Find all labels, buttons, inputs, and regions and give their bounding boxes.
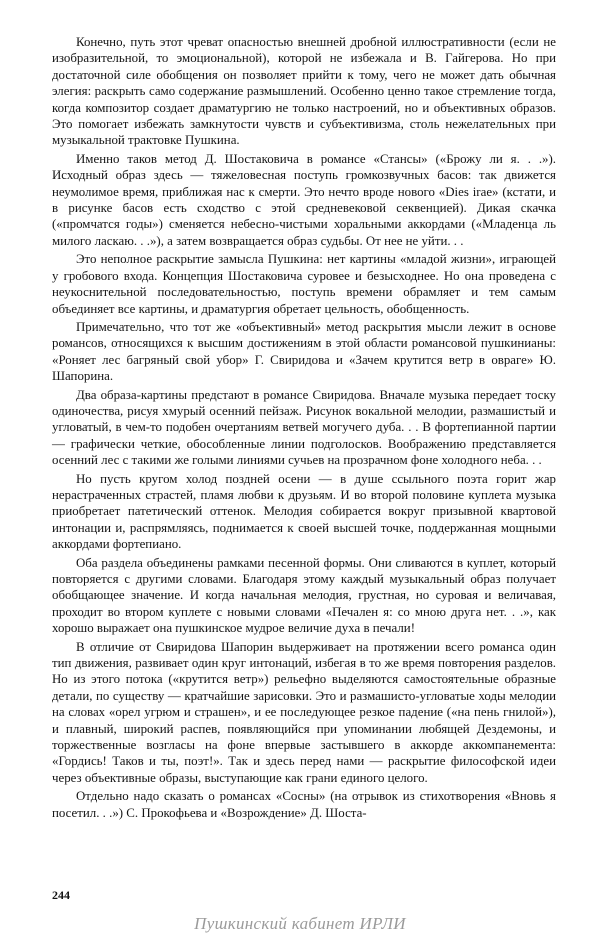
watermark: Пушкинский кабинет ИРЛИ xyxy=(194,914,406,933)
page-number: 244 xyxy=(52,888,70,902)
paragraph: В отличие от Свиридова Шапорин выдерживает на протяжении всего романса один тип движения, развивает один круг интонаций, избегая в то же время повторения разделов. Но из этого потока («крутится ветр») рельефно выделяются самостоятельные образные детали, по существу — кратчайшие зарисовки. Это и размашисто-угловатые ходы мелодии на словах «орел угрюм и страшен», и ее последующее резкое падение («на пень гнилой»), и плавный, широкий распев, появляющийся при упоминании любящей Дездемоны, и торжественные возгласы на фоне впервые застывшего в аккорде аккомпанемента: «Гордись! Таков и ты, поэт!». Так и здесь перед нами — раскрытие философской идеи через объективные образы, выступающие как грани единого целого. xyxy=(52,639,556,785)
paragraph: Два образа-картины предстают в романсе Свиридова. Вначале музыка передает тоску одиночества, рисуя хмурый осенний пейзаж. Рисунок вокальной мелодии, размашистый и угловатый, в чем-то подобен очертаниям ветвей могучего дуба. . . В фортепианной партии — графически четкие, обособленные линии подголосков. Воображению представляется осенний лес с такими же голыми линиями сучьев на прозрачном фоне холодного неба. . . xyxy=(52,387,556,468)
paragraph: Отдельно надо сказать о романсах «Сосны» (на отрывок из стихотворения «Вновь я посетил. . .») С. Прокофьева и «Возрождение» Д. Шоста- xyxy=(52,789,556,820)
paragraph: Конечно, путь этот чреват опасностью внешней дробной иллюстративности (если не изобразительной, то эмоциональной), которой не избежала и В. Гайгерова. Но при достаточной силе обобщения он позволяет прийти к тому, чего не может дать обычная элегия: раскрыть само содержание размышлений. Особенно ценно такое стремление тогда, когда композитор создает драматургию не только настроений, но и объективных образов. Это помогает избежать замкнутости чувств и субъективизма, столь нежелательных при музыкальной трактовке Пушкина. xyxy=(52,35,556,148)
paragraph: Именно таков метод Д. Шостаковича в романсе «Стансы» («Брожу ли я. . .»). Исходный образ здесь — тяжеловесная поступь громкозвучных басов: так движется неумолимое время, приближая нас к смерти. Это нечто вроде нового «Dies irae» (кстати, и в рисунке басов есть сходство с этой средневековой секвенцией). Дикая скачка («промчатся годы») сменяется небесно-чистыми хоральными аккордами («Младенца ль милого ласкаю. . .»), а затем возвращается образ судьбы. От нее не уйти. . . xyxy=(52,151,556,248)
body-text xyxy=(52,34,556,823)
paragraph: Это неполное раскрытие замысла Пушкина: нет картины «младой жизни», играющей у гробового входа. Концепция Шостаковича суровее и безысходнее. Но она проведена с неукоснительной последовательностью, поступь времени обрамляет и тем самым объединяет все картины, и драматургия обретает цельность, обобщенность. xyxy=(52,252,556,316)
paragraph: Но пусть кругом холод поздней осени — в душе ссыльного поэта горит жар нерастраченных страстей, пламя любви к друзьям. И во второй половине куплета музыка приобретает патетический оттенок. Мелодия собирается вокруг призывной квартовой интонации и, распрямляясь, поднимается к своей высшей точке, поддержанная мощными аккордами фортепиано. xyxy=(52,471,556,552)
paragraph: Примечательно, что тот же «объективный» метод раскрытия мысли лежит в основе романсов, относящихся к высшим достижениям в этой области романсовой пушкинианы: «Роняет лес багряный свой убор» Г. Свиридова и «Зачем крутится ветр в овраге» Ю. Шапорина. xyxy=(52,319,556,384)
paragraph: Оба раздела объединены рамками песенной формы. Они сливаются в куплет, который повторяется с другими словами. Благодаря этому каждый музыкальный образ получает обобщающее значение. И когда начальная мелодия, грустная, но суровая и величавая, проходит во втором куплете с новыми словами «Печален я: со мною друга нет. . .», как хорошо выражает она пушкинское мудрое величие духа в печали! xyxy=(52,555,556,636)
